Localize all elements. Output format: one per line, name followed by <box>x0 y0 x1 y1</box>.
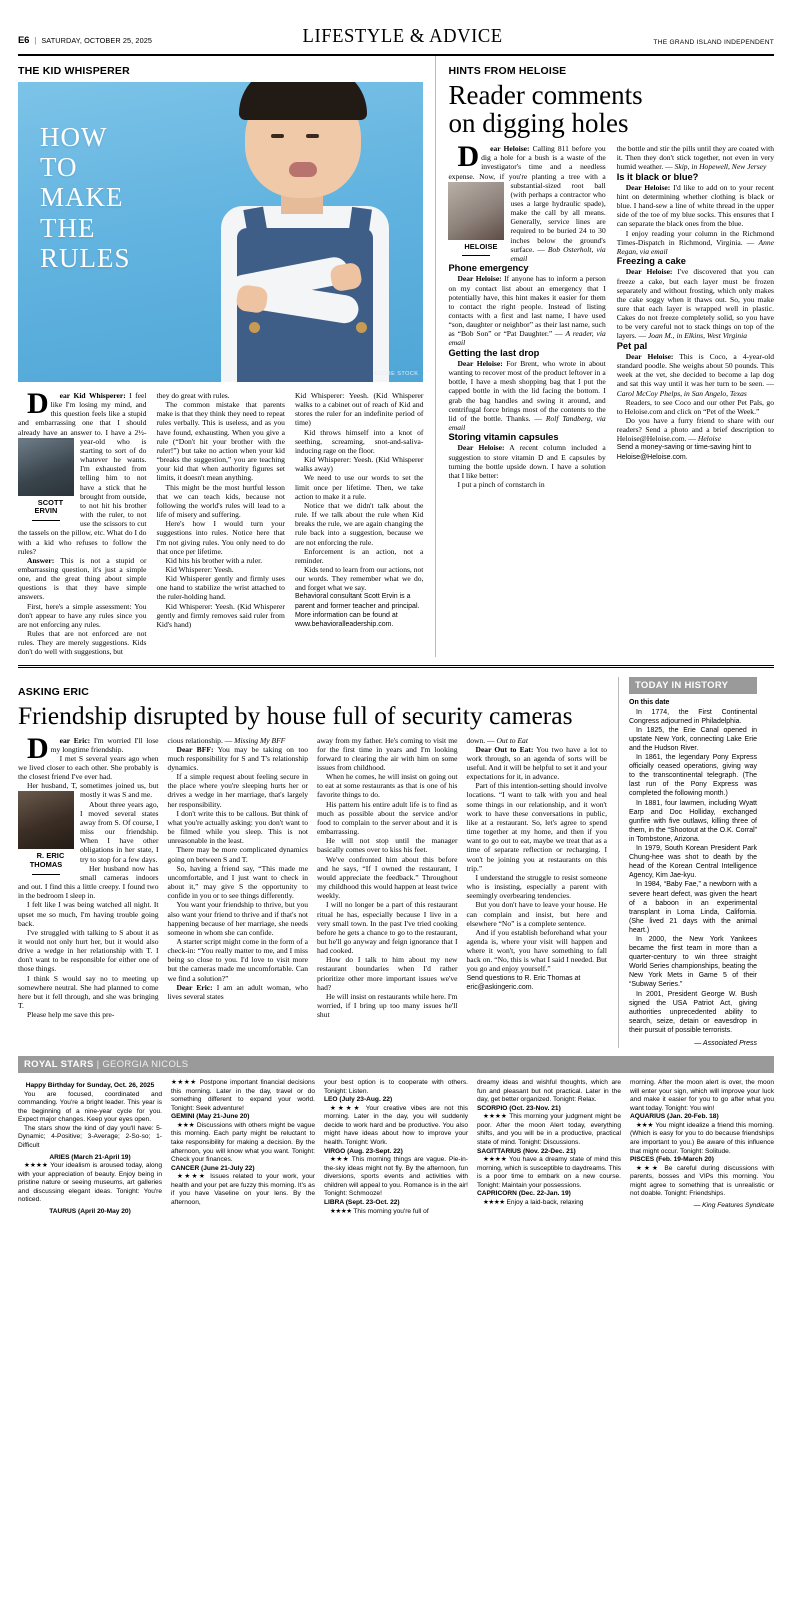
hel-c2-bb-p1: Dear Heloise: I'd like to add on to your recent hint on determining whether clothing is black or blue. I hand-sew a line of white thread in the upper side of the toe of my blue socks. This ensures that I can separate the black ones from the blue. <box>616 182 774 229</box>
kw-column-3 <box>295 391 423 657</box>
publication-date: SATURDAY, OCTOBER 25, 2025 <box>41 36 153 45</box>
kw-c3-p5: Notice that we didn't talk about the rule. If we talk about the rule when Kid breaks the rule, we are again changing the rule back into a suggestion, because we are not enforcing the rule. <box>294 500 424 547</box>
hel-c2-pet-p3: Do you have a furry friend to share with our readers? Send a photo and a brief description to Heloise@Heloise.com. — Heloise <box>616 415 774 444</box>
sign-libra-body: This morning you're full of <box>353 1207 429 1215</box>
sign-scorpio-stars: ★★★★ <box>483 1113 507 1121</box>
sign-aquarius-name: AQUARIUS (Jan. 20-Feb. 18) <box>630 1113 719 1121</box>
sign-scorpio-text <box>477 1113 621 1147</box>
tih-entry-1: In 1774, the First Continental Congress adjourned in Philadelphia. <box>629 708 757 725</box>
tih-entry-4: In 1881, four lawmen, including Wyatt Earp and Doc Holliday, exchanged gunfire with five outlaws, killing three of them, in the “Shootout at the O.K. Corral” in Tombstone, Arizona. <box>629 799 757 843</box>
kw-c2-p2: The common mistake that parents make is that they think they need to repeat rules verbally. This is useless, and as you have found, exhausting. When you give a rule (“Don't hit your brother with the ruler!”) but take no action when your kid “breaks the suggestion,” you are teaching your kid that when authority figures set limits, it doesn't mean anything. <box>156 400 285 483</box>
ae-c4-p3: Part of this intention-setting should involve locations. “I want to talk with you and heal some things in our relationship, and it won't work to have these conversations in public, like at a restaurant. So, let's agree to spend time together at my home, and then if you want to go out to eat, maybe we treat that as a time of separate reflection or recharging. I won't be joining you at restaurants on this trip.” <box>466 781 607 873</box>
masthead-left <box>18 35 152 46</box>
hel-c2-intro: the bottle and stir the pills until they are coated with it. Then they don't stick together, not even in very humid weather. — Skip, in Hopewell, New Jersey <box>616 144 774 172</box>
sign-taurus-stars: ★★★★ <box>171 1079 197 1087</box>
hel-subhead-phone: Phone emergency <box>448 263 529 274</box>
ae-c2-p2: Dear BFF: You may be taking on too much responsibility for S and T's relationship dynamics. <box>167 744 309 772</box>
kw-c2-p5: Kid hits his brother with a ruler. <box>165 555 263 565</box>
ae-c1-p8: I think S would say no to meeting up somewhere neutral. She had planned to come here but it fell through, and she was bringing T. <box>18 973 159 1011</box>
heloise-headline-line1: Reader comments <box>448 80 643 110</box>
kw-c3-p7: Kids tend to learn from our actions, not our words. They remember what we do, and forget what we say. <box>294 564 424 593</box>
hel-c1-p1: Dear Heloise: Calling 811 before you dig a hole for a bush is a waste of the investigator's time and a needless expense. Now, if you're planting a tree with a substantial-sized HELOISE root ball (with perhaps a contractor who uses a large hydraulic spade), make the call by all means. Generally, service lines are required to be buried 24 to 30 inches below the ground's surface. — Bob Osterholt, via email <box>448 140 606 263</box>
sign-leo-stars: ★★★★ <box>330 1104 362 1112</box>
sign-libra-name: LIBRA (Sept. 23-Oct. 22) <box>324 1198 400 1206</box>
royal-stars-section <box>18 1056 774 1216</box>
today-in-history-body <box>629 698 757 1049</box>
section-divider-1 <box>18 665 774 668</box>
ae-c4-p5: But you don't have to leave your house. He can complain and insist, but here and elsewhere “No” is a complete sentence. <box>466 900 607 928</box>
eric-thomas-photo <box>18 791 74 849</box>
sign-taurus-body: Postpone important financial decisions this morning. Later in the day, travel or do something different to expand your world. Tonight: Seek adventure! <box>171 1079 315 1112</box>
sign-pisces-text <box>630 1165 774 1199</box>
hel-tagline: Send a money-saving or time-saving hint to Heloise@Heloise.com. <box>616 444 752 461</box>
kid-whisperer-columns <box>18 387 424 657</box>
ae-column-3 <box>317 736 458 1020</box>
ae-c3-p1: away from my father. He's coming to visit me for the first time in years and I'm looking forward to clearing the air with him on some issues from childhood. <box>317 735 458 772</box>
heloise-columns <box>448 140 774 490</box>
ae-tagline: Send questions to R. Eric Thomas at eric@askingeric.com. <box>466 974 581 991</box>
ae-c1-p9: Please help me save this pre- <box>27 1010 115 1020</box>
ae-c1-p6: I felt like I was being watched all night. It upset me so much, I'm having trouble going back. <box>18 900 159 928</box>
sign-libra-stars: ★★★★ <box>330 1207 352 1215</box>
eric-thomas-name: R. ERIC THOMAS <box>29 851 65 869</box>
ae-c3-p7: How do I talk to him about my new restaurant boundaries when I'd rather prioritize other more important issues we've had? <box>317 955 458 992</box>
sign-sagittarius-stars: ★★★★ <box>483 1156 507 1164</box>
ae-c2-p1: cious relationship. — Missing My BFF <box>167 735 286 745</box>
horo-column-4 <box>477 1079 621 1216</box>
sign-virgo-name: VIRGO (Aug. 23-Sept. 22) <box>324 1147 403 1155</box>
royal-stars-columns <box>18 1079 774 1216</box>
sign-taurus-name: TAURUS (April 20-May 20) <box>49 1207 131 1215</box>
hel-subhead-lastdrop: Getting the last drop <box>448 347 540 358</box>
ae-c3-p3: His pattern his entire adult life is to find as much as possible about the service and/or food to complain to the server about and it is embarrassing. <box>317 799 458 837</box>
sign-aries-stars: ★★★★ <box>24 1162 48 1170</box>
tih-entry-6: In 1984, “Baby Fae,” a newborn with a severe heart defect, was given the heart of a baboon in an experimental transplant in Loma Linda, California. (She lived 21 days with the animal heart.) <box>629 881 757 934</box>
scott-ervin-photo <box>18 438 74 496</box>
sign-capricorn-stars: ★★★★ <box>483 1198 505 1206</box>
sign-cancer-text <box>171 1173 315 1207</box>
sign-sagittarius-name: SAGITTARIUS (Nov. 22-Dec. 21) <box>477 1147 576 1155</box>
section-title: LIFESTYLE & ADVICE <box>302 25 503 47</box>
hel-c2-pet-p1: Dear Heloise: This is Coco, a 4-year-old standard poodle. She weighs about 50 pounds. This week at the vet, she decided to become a lap dog and sat this way until it was her turn to be seen. — Carol McCoy Phelps, in San Angelo, Texas <box>616 351 774 398</box>
sign-virgo-text <box>324 1156 468 1199</box>
kw-c2-p4: Here's how I would turn your suggestions into rules. Notice here that I'm not giving rules. You only need to do that once per lifetime. <box>156 519 285 556</box>
photo-credit: ADOBE STOCK <box>373 371 419 377</box>
kw-c1-p4: Rules that are not enforced are not rules. They are merely suggestions. Kids don't do well with suggestions, but <box>18 629 147 657</box>
kw-c1-p2: Answer: This is not a stupid or embarrassing question, it's just a simple one, and the great thing about simple questions is that they have simple answers. <box>18 555 147 602</box>
asking-eric-kicker: ASKING ERIC <box>18 685 90 698</box>
horo-c5-intro: morning. After the moon alert is over, the moon will enter your sign, which will improve your luck and make it easier for you to go after what you want today. Tonight: You win! <box>630 1079 774 1112</box>
asking-eric-article <box>18 677 618 1049</box>
folio-separator: | <box>34 36 37 45</box>
sign-aries-text <box>18 1162 162 1205</box>
kw-c1-p3: First, here's a simple assessment: You don't appear to have any rules since you are not enforcing any rules. <box>18 601 147 629</box>
ae-column-1 <box>18 731 159 1020</box>
sign-aquarius-body: You might idealize a friend this morning. (Which is easy for you to do because friendships are important to you.) Be aware of this influence that might occur. Tonight: Solitude. <box>630 1121 775 1155</box>
hel-c2-bb-p2: I enjoy reading your column in the Richmond Times-Dispatch in Richmond, Virginia. — Anne Regan, via email <box>616 228 774 256</box>
sign-cancer-name: CANCER (June 21-July 22) <box>171 1164 255 1172</box>
ae-c1-p7: I've struggled with talking to S about it as it would not only hurt her, but it would also drive a wedge in her relationship with T. I don't want to be responsible for either one of those things. <box>18 927 159 974</box>
kw-column-1 <box>18 387 147 657</box>
kid-illustration <box>203 82 413 382</box>
kw-c2-p8: Kid Whisperer: Yeesh. (Kid Whisperer gently and firmly removes said ruler from Kid's hand) <box>156 601 285 629</box>
ae-c2-p8: A starter script might come in the form of a check-in: “You really matter to me, and I miss being so close to you. I'd love to visit more but the cameras made me uncomfortable. Can we find a solution?” <box>167 936 308 983</box>
horo-column-5 <box>630 1079 774 1216</box>
heloise-column-2 <box>617 144 774 489</box>
sign-scorpio-name: SCORPIO (Oct. 23-Nov. 21) <box>477 1104 561 1112</box>
royal-stars-sep: | <box>96 1059 100 1071</box>
overlay-line-4: THE <box>40 212 96 243</box>
kw-tagline: Behavioral consultant Scott Ervin is a parent and former teacher and principal. More information can be found at www.behavioralleadership.com. <box>294 593 420 628</box>
overlay-line-3: MAKE <box>40 182 124 213</box>
scott-ervin-mug <box>18 438 74 521</box>
sign-aquarius-stars: ★★★ <box>636 1121 654 1129</box>
sign-cancer-stars: ★★★★ <box>177 1173 207 1181</box>
kid-whisperer-kicker: THE KID WHISPERER <box>18 65 130 77</box>
ae-c2-p7: You want your friendship to thrive, but you also want your friend to thrive and if that's not happening because of her marriage, she needs someone in whom she can confide. <box>167 900 308 937</box>
asking-eric-headline: Friendship disrupted by house full of security cameras <box>18 700 573 730</box>
ae-c2-p3: If a simple request about feeling secure in the place where you're sleeping hurts her or drives a wedge in her marriage, that's largely her responsibility. <box>167 772 308 809</box>
today-in-history-band: TODAY IN HISTORY <box>629 677 757 694</box>
sign-leo-body: Your creative vibes are not this morning. Later in the day, you will suddenly decide to work hard and be productive. You also might have ideas about how to improve your health. Tonight: Work. <box>324 1104 468 1147</box>
tih-entry-2: In 1825, the Erie Canal opened in upstate New York, connecting Lake Erie and the Hudson River. <box>629 726 757 752</box>
sign-pisces-body: Be careful during discussions with parents, bosses and VIPs this morning. You might agree to something that is unrealistic or not doable. Tonight: Friendships. <box>630 1164 774 1198</box>
birthday-text-2: The stars show the kind of day you'll have: 5-Dynamic; 4-Positive; 3-Average; 2-So-so; 1-Difficult <box>18 1124 162 1150</box>
heloise-article <box>436 56 774 657</box>
hel-c1-vit-p2: I put a pinch of cornstarch in <box>457 480 545 490</box>
ae-c1-p2: I met S several years ago when we lived closer to each other. She probably is the closest friend I've ever had. <box>18 753 159 782</box>
sign-aries-name: ARIES (March 21-April 19) <box>49 1153 131 1161</box>
horo-column-3 <box>324 1079 468 1216</box>
sign-capricorn-name: CAPRICORN (Dec. 22-Jan. 19) <box>477 1190 571 1198</box>
tih-on-this-date: On this date <box>629 698 670 706</box>
sign-cancer-body: Issues related to your work, your health and your pet are fuzzy this morning. It's as if you have Vaseline on your lens. By the afternoon, <box>171 1173 315 1206</box>
tih-source: — Associated Press <box>694 1040 757 1047</box>
birthday-text-1: You are focused, coordinated and commanding. You're a bright leader. This year is the beginning of a nine-year cycle for you. Expect major changes. Keep your eyes open. <box>18 1090 162 1124</box>
ae-c2-p5: There may be more complicated dynamics going on between S and T. <box>167 845 308 864</box>
ae-c3-p8: He will insist on restaurants while here. I'm worried, if I bring up too many issues he'll shut <box>317 991 458 1020</box>
kw-c3-p3: Kid Whisperer: Yeesh. (Kid Whisperer walks away) <box>294 455 424 474</box>
kw-c2-p7: Kid Whisperer gently and firmly uses one hand to stabilize the wrist attached to the ruler-holding hand. <box>156 574 285 602</box>
overlay-line-1: HOW <box>40 122 108 152</box>
heloise-column-1 <box>448 140 606 490</box>
royal-stars-band <box>18 1056 774 1073</box>
sign-leo-name: LEO (July 23-Aug. 22) <box>324 1096 393 1104</box>
ae-c1-p1: Dear Eric: I'm worried I'll lose my longtime friendship. <box>27 731 159 765</box>
kw-c3-p4: We need to use our words to set the limit once per lifetime. Then, we take action to make it a rule. <box>294 473 424 501</box>
sign-pisces-stars: ★★★ <box>636 1164 660 1172</box>
asking-eric-columns <box>18 731 607 1020</box>
tih-entry-3: In 1861, the legendary Pony Express officially ceased operations, giving way to the transcontinental telegraph. (The last run of the Pony Express was completed the following month.) <box>629 754 757 798</box>
sign-aries-body: Your idealism is aroused today, along with your appreciation of beauty. Enjoy being in pristine nature or seeing museums, art galleries and discussing elegant ideas. Tonight: You're noticed. <box>18 1162 162 1204</box>
top-section <box>18 56 774 657</box>
royal-stars-author: GEORGIA NICOLS <box>102 1059 189 1071</box>
sign-virgo-body: This morning things are vague. Pie-in-the-sky ideas might not fly. By the afternoon, fun diversions, sports events and activities with children will appeal to you. Romance is in the air! Tonight: Schmooze! <box>324 1156 468 1198</box>
kw-c2-p6: Kid Whisperer: Yeesh. <box>165 564 234 574</box>
overlay-line-2: TO <box>40 152 78 183</box>
eric-thomas-mug <box>18 791 74 874</box>
kw-c2-p1: they do great with rules. <box>156 391 230 400</box>
birthday-title: Happy Birthday for Sunday, Oct. 26, 2025 <box>25 1082 155 1090</box>
royal-stars-title: ROYAL STARS <box>24 1059 94 1071</box>
sign-gemini-name: GEMINI (May 21-June 20) <box>171 1113 250 1121</box>
sign-libra-text <box>324 1208 468 1217</box>
heloise-name: HELOISE <box>464 241 498 251</box>
heloise-headline <box>448 82 774 137</box>
sign-gemini-body: Discussions with others might be vague this morning. Each party might be reluctant to take responsibility for making a decision. By the afternoon, you will know what you want. Tonight: Check your finances. <box>171 1121 316 1164</box>
horo-c4-intro: dreamy ideas and wishful thoughts, which are fun and pleasant but not practical. Later in the day, get better organized. Tonight: Relax. <box>477 1079 621 1104</box>
publication-name: THE GRAND ISLAND INDEPENDENT <box>653 39 774 46</box>
kw-c3-p1: Kid Whisperer: Yeesh. (Kid Whisperer walks to a cabinet out of reach of Kid and stores the ruler for an indefinite period of time) <box>294 391 424 428</box>
heloise-headline-line2: on digging holes <box>448 107 629 138</box>
horo-column-1 <box>18 1079 162 1216</box>
hel-c2-pet-p2: Readers, to see Coco and our other Pet Pals, go to Heloise.com and click on “Pet of the Week.” <box>616 397 774 416</box>
ae-c2-p4: I don't write this to be callous. But think of what you're actually asking: you don't want to be filmed while you sleep. This is not unreasonable in the least. <box>167 808 308 846</box>
ae-c3-p5: We've confronted him about this before and he says, “If I owned the restaurant, I would appreciate the feedback.” Throughout my childhood this would happen at least twice weekly. <box>317 854 458 901</box>
sign-capricorn-body: Enjoy a laid-back, relaxing <box>506 1198 584 1206</box>
sign-leo-text <box>324 1105 468 1148</box>
hel-c2-cake-p1: Dear Heloise: I've discovered that you can freeze a cake, but each layer must be frozen separately and without frosting, which only makes the cake soggy when it thaws out. So, you make sure that each layer is wrapped well in plastic. Cakes do not freeze completely solid, so you have to be very careful not to stack things on top of the layers. — Joan M., in Elkins, West Virginia <box>616 267 774 341</box>
scott-ervin-name: SCOTT ERVIN <box>34 497 64 516</box>
ae-column-4 <box>467 736 608 1020</box>
hel-c1-drop-p1: Dear Heloise: For Brent, who wrote in about wanting to recover most of the product leftover in a bottle, I have a mesh shopping bag that I put the capped bottle in with the lid facing the bottom. I grab the bag handles and swing it around, and centrifugal force brings most of the contents to the lid of the bottle. Thanks. — Rolf Tandberg, via email <box>448 358 606 432</box>
ae-c4-p1: down. — Out to Eat <box>466 735 528 745</box>
ae-c1-p3: Her husband, T, sometimes R. ERIC THOMAS joined us, but mostly it was S and me. <box>18 781 159 799</box>
kw-c2-p3: This might be the most hurtful lesson that we can teach kids, because not following the world's rules will lead to a life of misery and suffering. <box>156 482 285 520</box>
middle-section <box>18 677 774 1049</box>
overlay-line-5: RULES <box>40 242 131 273</box>
kw-c1-p1: Dear Kid Whisperer: I feel like I'm losing my mind, and this question feels like a stupid and embarrassing one that I should already have an answer to. I have a 2½ SCOTT ERVIN -year-old who is starting to sort of do whatever he wants. I'm exhausted from telling him to not have a stick that he brought from outside, to not hit his brother with the ruler, to not use the scissors to cut the tassels on the pillow, etc. What do I do with a kid who refuses to follow the rules? <box>18 387 147 556</box>
sign-sagittarius-text <box>477 1156 621 1190</box>
heloise-photo <box>448 182 504 240</box>
kw-c3-p2: Kid throws himself into a knot of seething, screaming, snot-and-saliva-inducing rage on the floor. <box>294 427 424 455</box>
hel-subhead-cake: Freezing a cake <box>616 256 686 267</box>
today-in-history-sidebar <box>619 677 757 1049</box>
heloise-mug <box>448 182 504 257</box>
horo-c3-intro: your best option is to cooperate with others. Tonight: Listen. <box>324 1079 468 1095</box>
horo-source: — King Features Syndicate <box>693 1201 774 1209</box>
heloise-kicker: HINTS FROM HELOISE <box>448 65 567 77</box>
ae-column-2 <box>168 736 309 1020</box>
kw-column-2 <box>156 391 284 657</box>
horo-c2-taurus-text <box>171 1079 315 1113</box>
sign-gemini-stars: ★★★ <box>177 1121 195 1129</box>
tih-entry-7: In 2000, the New York Yankees became the first team in more than a quarter-century to win three straight World Series championships, beating the New York Mets in Game 5 of their “Subway Series.” <box>629 935 757 989</box>
sign-virgo-stars: ★★★ <box>330 1156 350 1164</box>
hel-c1-vit-p1: Dear Heloise: A recent column included a suggestion to store vitamin D and E capsules by turning the bottle upside down. I have a solution that I like better: <box>448 443 606 480</box>
ae-c4-p4: I understand the struggle to resist someone who is insisting, especially a parent with seemingly overbearing tendencies. <box>466 872 607 901</box>
sign-scorpio-body: This morning your judgment might be poor. After the moon Alert today, everything shifts, and you will be in a productive, practical state of mind. Tonight: Discussions. <box>477 1113 621 1147</box>
horo-column-2 <box>171 1079 315 1216</box>
sign-gemini-text <box>171 1122 315 1165</box>
sign-capricorn-text <box>477 1199 621 1208</box>
tih-entry-8: In 2001, President George W. Bush signed the USA Patriot Act, giving authorities unprecedented ability to search, seize, detain or eavesdrop in their pursuit of possible terrorists. <box>629 990 757 1034</box>
kid-whisperer-article <box>18 56 435 657</box>
tih-entry-5: In 1979, South Korean President Park Chung-hee was shot to death by the head of the Korean Central Intelligence Agency, Kim Jae-kyu. <box>629 845 757 880</box>
ae-c2-p6: So, having a friend say, “This made me uncomfortable, and I just want to check in about it,” may give S the opportunity to confide in you or to see things differently. <box>167 863 308 901</box>
ae-c4-p2: Dear Out to Eat: You two have a lot to work through, so an agenda of sorts will be useful. And it will be helpful to set it and your expectations for it, in advance. <box>466 744 607 782</box>
sign-pisces-name: PISCES (Feb. 19-March 20) <box>630 1156 714 1164</box>
hel-subhead-petpal: Pet pal <box>616 340 648 351</box>
ae-c3-p6: I will no longer be a part of this restaurant ritual he has, especially because I live in a very small town. In the past I've tried cooking before he gets a chance to go to the restaurant, but he'll go anyway and feign ignorance that I had cooked. <box>317 900 458 956</box>
hel-c1-phone-p1: Dear Heloise: If anyone has to inform a person on my contact list about an emergency that I potentially have, this hint makes it easier for them to contact the right people. Instead of listing contacts with a first and last name, I have used “son, daughter or neighbor” as their last name, such as “Bob Son” or “Pat Daughter.” — A reader, via email <box>448 274 606 348</box>
ae-c2-p9: Dear Eric: I am an adult woman, who lives several states <box>167 982 308 1001</box>
hel-subhead-vitamin: Storing vitamin capsules <box>448 432 559 443</box>
ae-c1-p4: About three years ago, I moved several states away from S. Of course, I miss our friendship. When I have other obligations in her state, I try to stop for a few days. <box>80 799 159 864</box>
ae-c3-p2: When he comes, he will insist on going out to eat at some restaurants as that is one of his favorite things to do. <box>317 772 458 800</box>
sign-sagittarius-body: You have a dreamy state of mind this morning, which is susceptible to daydreams. This is a poor time to embark on a new course. Tonight: Maintain your possessions. <box>477 1156 621 1189</box>
ae-c1-p5: Her husband now has small cameras indoors and out. I find this a little creepy. I found two in the bedroom I sleep in. <box>18 863 159 901</box>
folio-number: E6 <box>18 35 30 46</box>
kw-c3-p6: Enforcement is an action, not a reminder. <box>294 546 424 565</box>
photo-overlay-text <box>40 122 131 273</box>
masthead <box>18 26 774 50</box>
sign-aquarius-text <box>630 1122 774 1156</box>
ae-c4-p6: And if you establish beforehand what your agenda is, where your visit will happen and where it won't, you have something to fall back on. “No, this is what I said I needed. But you go and enjoy yourself.” <box>466 927 607 974</box>
kid-whisperer-photo <box>18 82 423 382</box>
hel-subhead-blackblue: Is it black or blue? <box>616 171 699 182</box>
ae-c3-p4: He will not stop until the manager basically comes over to kiss his feet. <box>317 836 458 855</box>
